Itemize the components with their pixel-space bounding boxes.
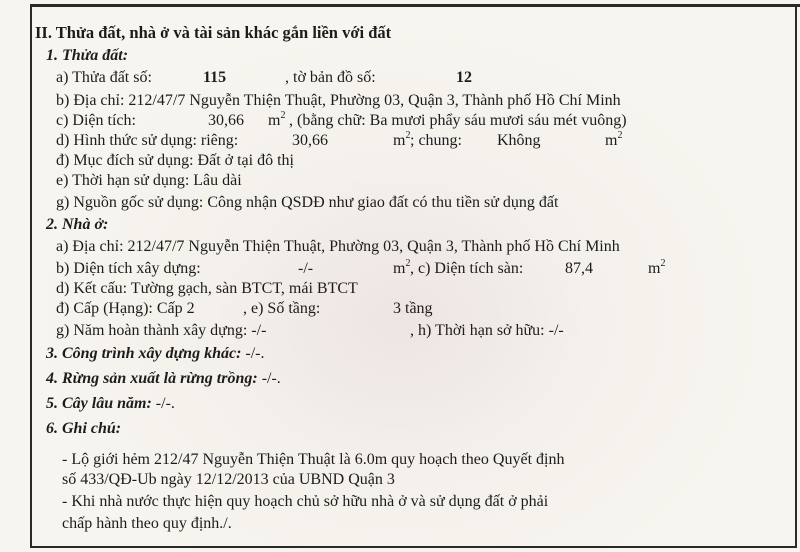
land-origin: g) Nguồn gốc sử dụng: Công nhận QSDĐ như giao đất có thu tiền sử dụng đất [56,194,559,211]
house-floor-area-value: 87,4 [565,260,593,277]
land-map-sheet-number: 12 [456,69,472,86]
house-construction-area-unit: $m^2$ [393,258,411,277]
house-floors-label: , e) Số tầng: [243,300,321,317]
house-floor-area-unit: $m^2$ [648,258,666,277]
frame-border-left [30,4,32,548]
house-construction-area-label: b) Diện tích xây dựng: [56,260,201,277]
production-forest: 4. Rừng sản xuất là rừng trồng: -/-. [46,370,281,387]
land-map-sheet-label: , tờ bản đồ số: [285,69,376,86]
house-construction-area-value: -/- [298,260,314,277]
land-address: b) Địa chỉ: 212/47/7 Nguyễn Thiện Thuật, Phường 03, Quận 3, Thành phố Hồ Chí Minh [56,92,621,109]
note-line-1: - Lộ giới hẻm 212/47 Nguyễn Thiện Thuật là 6.0m quy hoạch theo Quyết định [62,451,565,468]
land-parcel-number-label: a) Thửa đất số: [56,69,152,86]
section-title: II. Thửa đất, nhà ở và tài sản khác gắn liền với đất [35,23,392,42]
house-floors-value: 3 tầng [393,300,433,317]
note-line-3: - Khi nhà nước thực hiện quy hoạch chủ sở hữu nhà ở và sử dụng đất ở phải [62,493,549,510]
land-area-label: c) Diện tích: [56,112,136,129]
land-use-private-area: 30,66 [292,132,328,149]
house-completion-year: g) Năm hoàn thành xây dựng: -/- [56,322,267,339]
note-line-2: số 433/QĐ-Ub ngày 12/12/2013 của UBND Quận 3 [62,471,395,488]
land-use-private-unit: $m^2$ [393,130,411,149]
other-constructions: 3. Công trình xây dựng khác: -/-. [46,345,265,362]
frame-border-right [795,4,797,548]
note-line-4: chấp hành theo quy định./. [62,515,232,532]
house-grade: đ) Cấp (Hạng): Cấp 2 [56,300,195,317]
land-purpose: đ) Mục đích sử dụng: Đất ở tại đô thị [56,152,294,169]
house-floor-area-label: , c) Diện tích sàn: [410,260,524,277]
land-parcel-number: 115 [203,69,227,86]
land-heading: 1. Thửa đất: [46,47,129,64]
house-ownership-term: , h) Thời hạn sở hữu: -/- [410,322,564,339]
house-structure: d) Kết cấu: Tường gạch, sàn BTCT, mái BTCT [56,280,358,297]
land-use-common-unit: $m^2$ [605,130,623,149]
land-term: e) Thời hạn sử dụng: Lâu dài [56,172,242,189]
land-area-unit: $m^2$ [268,110,286,129]
land-area-in-words: , (bằng chữ: Ba mươi phẩy sáu mươi sáu mét vuông) [289,112,627,129]
land-use-common-value: Không [497,132,541,149]
frame-border-bottom [30,546,797,548]
notes-heading: 6. Ghi chú: [46,420,122,437]
perennial-trees: 5. Cây lâu năm: -/-. [46,395,175,412]
land-area-value: 30,66 [208,112,244,129]
land-use-form-label: d) Hình thức sử dụng: riêng: [56,132,239,149]
house-heading: 2. Nhà ở: [46,216,109,233]
land-use-common-label: ; chung: [410,132,462,149]
house-address: a) Địa chỉ: 212/47/7 Nguyễn Thiện Thuật, Phường 03, Quận 3, Thành phố Hồ Chí Minh [56,238,620,255]
frame-border-top [30,4,800,7]
